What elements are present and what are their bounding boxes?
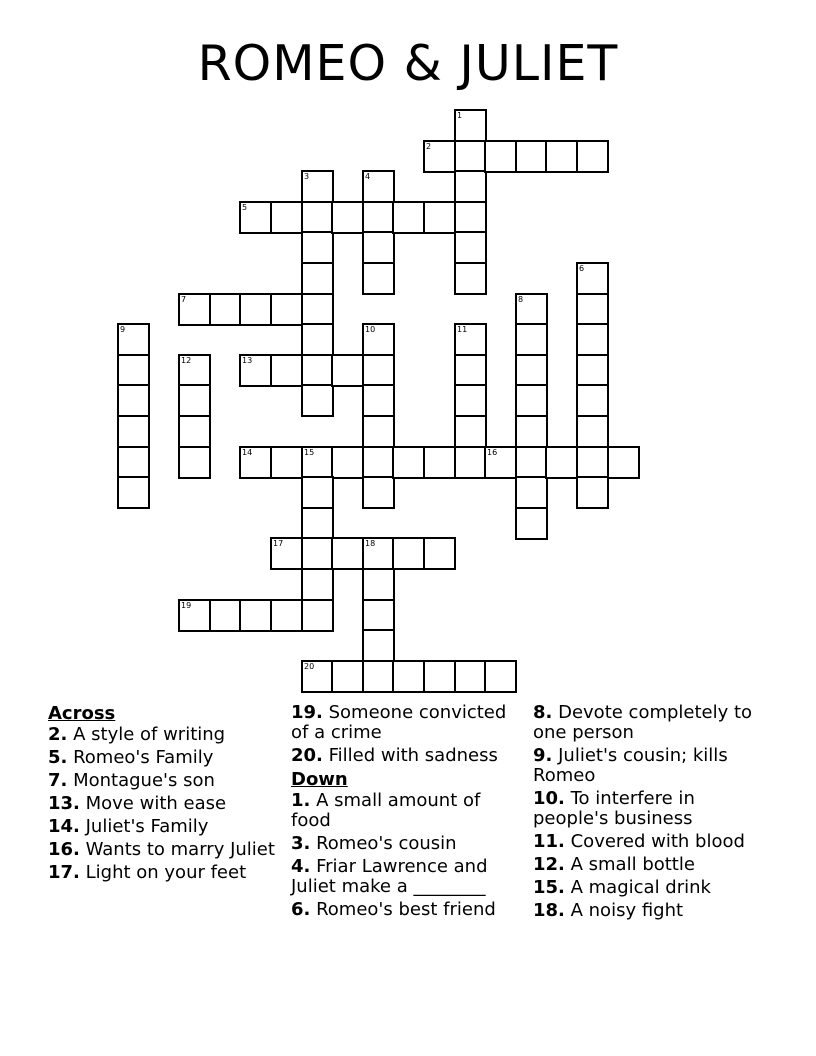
clue-text: Devote completely to one person — [533, 702, 753, 743]
grid-cell[interactable] — [454, 384, 487, 417]
grid-cell[interactable] — [301, 231, 334, 264]
clues-column-1 — [48, 703, 278, 886]
clue-text: Romeo's best friend — [310, 899, 496, 920]
grid-cell[interactable] — [117, 384, 150, 417]
clue-number: 1 — [457, 111, 463, 120]
clue — [533, 789, 773, 829]
clue-number: 14 — [242, 448, 253, 457]
grid-cell[interactable] — [576, 384, 609, 417]
grid-cell[interactable] — [515, 354, 548, 387]
grid-cell[interactable] — [301, 476, 334, 509]
grid-cell[interactable] — [117, 323, 150, 356]
grid-cell[interactable] — [515, 323, 548, 356]
grid-cell[interactable] — [576, 476, 609, 509]
grid-cell[interactable] — [392, 537, 425, 570]
clue — [533, 901, 773, 921]
clue-number: 8. — [533, 702, 553, 723]
clue — [48, 725, 278, 745]
clue — [533, 855, 773, 875]
grid-cell[interactable] — [301, 537, 334, 570]
grid-cell[interactable] — [576, 415, 609, 448]
grid-cell[interactable] — [362, 262, 395, 295]
clue-number: 1. — [291, 790, 311, 811]
grid-cell[interactable] — [362, 170, 395, 203]
clue-number: 19 — [181, 601, 192, 610]
clue-number: 17. — [48, 862, 80, 883]
clue-number: 14. — [48, 816, 80, 837]
grid-cell[interactable] — [454, 201, 487, 234]
clue-number: 15 — [304, 448, 315, 457]
puzzle-title: ROMEO & JULIET — [197, 35, 619, 92]
clue-number: 10. — [533, 788, 565, 809]
grid-cell[interactable] — [362, 476, 395, 509]
grid-cell[interactable] — [301, 262, 334, 295]
clue-number: 12. — [533, 854, 565, 875]
clue-number: 4. — [291, 856, 311, 877]
grid-cell[interactable] — [454, 415, 487, 448]
grid-cell[interactable] — [392, 446, 425, 479]
grid-cell[interactable] — [362, 660, 395, 693]
clue-number: 16 — [487, 448, 498, 457]
clue — [291, 746, 523, 766]
grid-cell[interactable] — [331, 354, 364, 387]
clue-number: 3 — [304, 172, 310, 181]
grid-cell[interactable] — [270, 537, 303, 570]
clue-number: 4 — [365, 172, 371, 181]
grid-cell[interactable] — [362, 384, 395, 417]
clue-number: 20 — [304, 662, 315, 671]
clue-text: A noisy fight — [564, 900, 684, 921]
grid-cell[interactable] — [178, 384, 211, 417]
grid-cell[interactable] — [301, 323, 334, 356]
grid-cell[interactable] — [576, 293, 609, 326]
clue-number: 19. — [291, 702, 323, 723]
clue-text: Move with ease — [79, 793, 227, 814]
grid-cell[interactable] — [362, 599, 395, 632]
grid-cell[interactable] — [454, 660, 487, 693]
clue — [533, 703, 773, 743]
grid-cell[interactable] — [178, 599, 211, 632]
clue — [291, 791, 523, 831]
clue — [48, 748, 278, 768]
grid-cell[interactable] — [454, 109, 487, 142]
clue-number: 18. — [533, 900, 565, 921]
clue-text: To interfere in people's business — [533, 788, 695, 829]
grid-cell[interactable] — [362, 231, 395, 264]
clue-number: 3. — [291, 833, 311, 854]
grid-cell[interactable] — [392, 660, 425, 693]
clue-number: 2 — [426, 142, 432, 151]
grid-cell[interactable] — [178, 446, 211, 479]
clue-number: 6. — [291, 899, 311, 920]
grid-cell[interactable] — [362, 537, 395, 570]
clue — [48, 794, 278, 814]
grid-cell[interactable] — [454, 231, 487, 264]
clue-number: 11 — [457, 325, 468, 334]
grid-cell[interactable] — [117, 476, 150, 509]
grid-cell[interactable] — [454, 140, 487, 173]
down-clue-list-continued — [533, 703, 773, 921]
grid-cell[interactable] — [515, 446, 548, 479]
clue-number: 8 — [518, 295, 524, 304]
grid-cell[interactable] — [362, 323, 395, 356]
clue — [48, 863, 278, 883]
grid-cell[interactable] — [239, 446, 272, 479]
grid-cell[interactable] — [576, 323, 609, 356]
grid-cell[interactable] — [301, 599, 334, 632]
grid-cell[interactable] — [362, 629, 395, 662]
grid-cell[interactable] — [576, 354, 609, 387]
clue-number: 5. — [48, 747, 68, 768]
clue-text: A style of writing — [67, 724, 226, 745]
grid-cell[interactable] — [209, 599, 242, 632]
grid-cell[interactable] — [117, 354, 150, 387]
grid-cell[interactable] — [301, 446, 334, 479]
clue — [291, 703, 523, 743]
grid-cell[interactable] — [301, 507, 334, 540]
clues-column-2 — [291, 703, 523, 923]
clue-text: A magical drink — [564, 877, 711, 898]
grid-cell[interactable] — [423, 446, 456, 479]
grid-cell[interactable] — [362, 446, 395, 479]
grid-cell[interactable] — [331, 446, 364, 479]
grid-cell[interactable] — [484, 660, 517, 693]
grid-cell[interactable] — [270, 293, 303, 326]
grid-cell[interactable] — [362, 568, 395, 601]
clue-number: 18 — [365, 539, 376, 548]
clue-text: Juliet's cousin; kills Romeo — [533, 745, 728, 786]
grid-cell[interactable] — [270, 201, 303, 234]
across-clue-list-continued — [291, 703, 523, 766]
grid-cell[interactable] — [270, 354, 303, 387]
grid-cell[interactable] — [270, 599, 303, 632]
clue-number: 16. — [48, 839, 80, 860]
grid-cell[interactable] — [515, 293, 548, 326]
clue-number: 15. — [533, 877, 565, 898]
clue-number: 5 — [242, 203, 248, 212]
clue-number: 10 — [365, 325, 376, 334]
grid-cell[interactable] — [607, 446, 640, 479]
grid-cell[interactable] — [362, 354, 395, 387]
grid-cell[interactable] — [301, 660, 334, 693]
clue — [48, 840, 278, 860]
grid-cell[interactable] — [515, 415, 548, 448]
grid-cell[interactable] — [515, 476, 548, 509]
grid-cell[interactable] — [392, 201, 425, 234]
down-heading: Down — [291, 769, 348, 790]
clue-number: 20. — [291, 745, 323, 766]
grid-cell[interactable] — [576, 446, 609, 479]
grid-cell[interactable] — [178, 415, 211, 448]
clue-text: Light on your feet — [79, 862, 247, 883]
clue-text: Montague's son — [67, 770, 215, 791]
grid-cell[interactable] — [239, 354, 272, 387]
clue — [48, 771, 278, 791]
grid-cell[interactable] — [301, 293, 334, 326]
grid-cell[interactable] — [239, 201, 272, 234]
grid-cell[interactable] — [331, 660, 364, 693]
clue-number: 2. — [48, 724, 68, 745]
grid-cell[interactable] — [178, 354, 211, 387]
grid-cell[interactable] — [301, 170, 334, 203]
clue-text: Wants to marry Juliet — [79, 839, 275, 860]
clues-column-3 — [533, 703, 773, 924]
grid-cell[interactable] — [301, 568, 334, 601]
clue-number: 9 — [120, 325, 126, 334]
clue-text: Filled with sadness — [322, 745, 498, 766]
grid-cell[interactable] — [423, 201, 456, 234]
clue-text: A small amount of food — [291, 790, 481, 831]
clue — [291, 834, 523, 854]
grid-cell[interactable] — [576, 140, 609, 173]
grid-cell[interactable] — [454, 262, 487, 295]
clue-number: 13. — [48, 793, 80, 814]
grid-cell[interactable] — [301, 354, 334, 387]
grid-cell[interactable] — [362, 415, 395, 448]
grid-cell[interactable] — [454, 170, 487, 203]
clue-text: Friar Lawrence and Juliet make a ________ — [291, 856, 488, 897]
clue — [48, 817, 278, 837]
grid-cell[interactable] — [178, 293, 211, 326]
grid-cell[interactable] — [454, 354, 487, 387]
clue — [291, 900, 523, 920]
grid-cell[interactable] — [331, 201, 364, 234]
clue-text: Someone convicted of a crime — [291, 702, 507, 743]
grid-cell[interactable] — [545, 140, 578, 173]
clue-number: 7 — [181, 295, 187, 304]
grid-cell[interactable] — [301, 201, 334, 234]
clue-text: Romeo's Family — [67, 747, 214, 768]
clue — [533, 878, 773, 898]
across-heading: Across — [48, 703, 116, 724]
grid-cell[interactable] — [545, 446, 578, 479]
grid-cell[interactable] — [423, 140, 456, 173]
grid-cell[interactable] — [515, 140, 548, 173]
clue-text: Covered with blood — [564, 831, 745, 852]
clue — [533, 746, 773, 786]
across-clue-list — [48, 725, 278, 883]
grid-cell[interactable] — [423, 537, 456, 570]
grid-cell[interactable] — [270, 446, 303, 479]
grid-cell[interactable] — [484, 446, 517, 479]
grid-cell[interactable] — [454, 446, 487, 479]
clue-text: A small bottle — [564, 854, 695, 875]
clue-number: 11. — [533, 831, 565, 852]
grid-cell[interactable] — [331, 537, 364, 570]
clue-number: 13 — [242, 356, 253, 365]
grid-cell[interactable] — [239, 599, 272, 632]
clue-number: 6 — [579, 264, 585, 273]
down-clue-list — [291, 791, 523, 920]
clue-text: Romeo's cousin — [310, 833, 457, 854]
grid-cell[interactable] — [117, 446, 150, 479]
grid-cell[interactable] — [423, 660, 456, 693]
grid-cell[interactable] — [576, 262, 609, 295]
grid-cell[interactable] — [301, 384, 334, 417]
clue-number: 12 — [181, 356, 192, 365]
grid-cell[interactable] — [515, 507, 548, 540]
grid-cell[interactable] — [515, 384, 548, 417]
grid-cell[interactable] — [209, 293, 242, 326]
grid-cell[interactable] — [117, 415, 150, 448]
clue-text: Juliet's Family — [79, 816, 209, 837]
clue — [291, 857, 523, 897]
grid-cell[interactable] — [239, 293, 272, 326]
clue — [533, 832, 773, 852]
grid-cell[interactable] — [362, 201, 395, 234]
grid-cell[interactable] — [454, 323, 487, 356]
clue-number: 17 — [273, 539, 284, 548]
grid-cell[interactable] — [484, 140, 517, 173]
clue-number: 7. — [48, 770, 68, 791]
clue-number: 9. — [533, 745, 553, 766]
